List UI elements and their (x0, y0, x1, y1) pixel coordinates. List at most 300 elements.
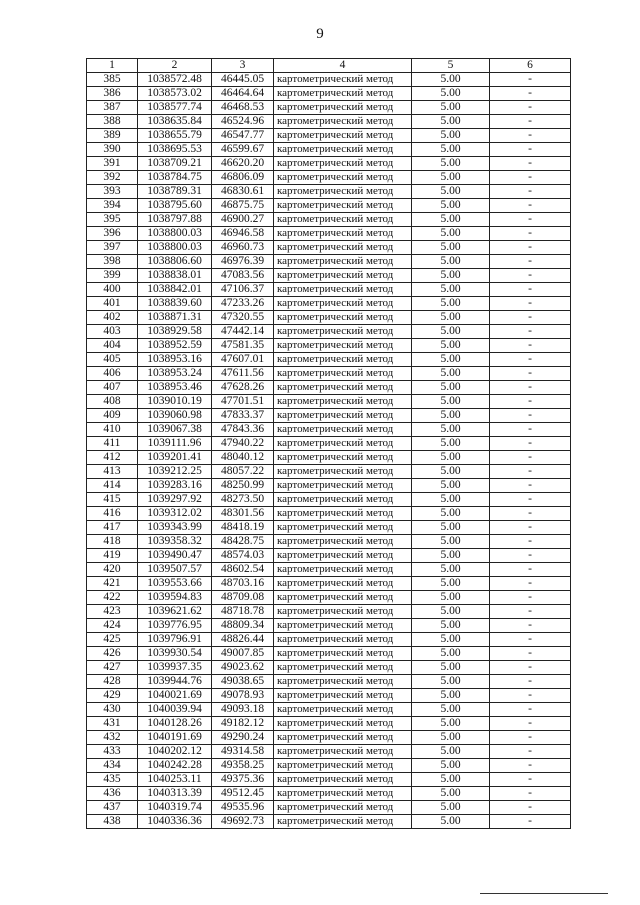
x-coordinate-cell: 1038789.31 (138, 185, 212, 199)
y-coordinate-cell: 46806.09 (212, 171, 274, 185)
note-cell: - (490, 157, 571, 171)
x-coordinate-cell: 1038929.58 (138, 325, 212, 339)
accuracy-cell: 5.00 (412, 535, 490, 549)
table-row (87, 423, 571, 437)
accuracy-cell: 5.00 (412, 101, 490, 115)
accuracy-cell: 5.00 (412, 325, 490, 339)
note-cell: - (490, 199, 571, 213)
y-coordinate-cell: 48602.54 (212, 563, 274, 577)
note-cell: - (490, 143, 571, 157)
y-coordinate-cell: 48703.16 (212, 577, 274, 591)
accuracy-cell: 5.00 (412, 619, 490, 633)
accuracy-cell: 5.00 (412, 213, 490, 227)
table-row (87, 381, 571, 395)
note-cell: - (490, 227, 571, 241)
y-coordinate-cell: 47442.14 (212, 325, 274, 339)
method-cell: картометрический метод (274, 87, 412, 101)
x-coordinate-cell: 1038784.75 (138, 171, 212, 185)
x-coordinate-cell: 1039111.96 (138, 437, 212, 451)
y-coordinate-cell: 48250.99 (212, 479, 274, 493)
accuracy-cell: 5.00 (412, 353, 490, 367)
table-row (87, 563, 571, 577)
x-coordinate-cell: 1038797.88 (138, 213, 212, 227)
point-number-cell: 436 (87, 787, 138, 801)
y-coordinate-cell: 49358.25 (212, 759, 274, 773)
note-cell: - (490, 787, 571, 801)
note-cell: - (490, 759, 571, 773)
table-row (87, 801, 571, 815)
table-header-row (87, 59, 571, 73)
accuracy-cell: 5.00 (412, 507, 490, 521)
y-coordinate-cell: 46464.64 (212, 87, 274, 101)
accuracy-cell: 5.00 (412, 731, 490, 745)
coordinates-table (86, 58, 571, 829)
point-number-cell: 404 (87, 339, 138, 353)
accuracy-cell: 5.00 (412, 479, 490, 493)
table-row (87, 787, 571, 801)
table-row (87, 367, 571, 381)
method-cell: картометрический метод (274, 591, 412, 605)
accuracy-cell: 5.00 (412, 283, 490, 297)
accuracy-cell: 5.00 (412, 745, 490, 759)
y-coordinate-cell: 49314.58 (212, 745, 274, 759)
accuracy-cell: 5.00 (412, 381, 490, 395)
accuracy-cell: 5.00 (412, 297, 490, 311)
x-coordinate-cell: 1038577.74 (138, 101, 212, 115)
table-row (87, 521, 571, 535)
method-cell: картометрический метод (274, 185, 412, 199)
note-cell: - (490, 479, 571, 493)
accuracy-cell: 5.00 (412, 395, 490, 409)
accuracy-cell: 5.00 (412, 465, 490, 479)
y-coordinate-cell: 48418.19 (212, 521, 274, 535)
method-cell: картометрический метод (274, 157, 412, 171)
y-coordinate-cell: 46830.61 (212, 185, 274, 199)
table-row (87, 283, 571, 297)
method-cell: картометрический метод (274, 129, 412, 143)
table-row (87, 605, 571, 619)
table-row (87, 171, 571, 185)
accuracy-cell: 5.00 (412, 311, 490, 325)
x-coordinate-cell: 1039060.98 (138, 409, 212, 423)
accuracy-cell: 5.00 (412, 549, 490, 563)
note-cell: - (490, 101, 571, 115)
table-row (87, 213, 571, 227)
method-cell: картометрический метод (274, 675, 412, 689)
method-cell: картометрический метод (274, 661, 412, 675)
method-cell: картометрический метод (274, 773, 412, 787)
table-row (87, 115, 571, 129)
table-row (87, 395, 571, 409)
x-coordinate-cell: 1039507.57 (138, 563, 212, 577)
y-coordinate-cell: 46445.05 (212, 73, 274, 87)
x-coordinate-cell: 1038953.46 (138, 381, 212, 395)
x-coordinate-cell: 1039297.92 (138, 493, 212, 507)
note-cell: - (490, 745, 571, 759)
y-coordinate-cell: 47843.36 (212, 423, 274, 437)
note-cell: - (490, 283, 571, 297)
footer-rule (480, 893, 608, 894)
method-cell: картометрический метод (274, 269, 412, 283)
table-row (87, 675, 571, 689)
x-coordinate-cell: 1039283.16 (138, 479, 212, 493)
method-cell: картометрический метод (274, 325, 412, 339)
point-number-cell: 417 (87, 521, 138, 535)
y-coordinate-cell: 47940.22 (212, 437, 274, 451)
point-number-cell: 426 (87, 647, 138, 661)
y-coordinate-cell: 49290.24 (212, 731, 274, 745)
table-row (87, 591, 571, 605)
method-cell: картометрический метод (274, 619, 412, 633)
method-cell: картометрический метод (274, 73, 412, 87)
method-cell: картометрический метод (274, 255, 412, 269)
method-cell: картометрический метод (274, 703, 412, 717)
x-coordinate-cell: 1040021.69 (138, 689, 212, 703)
point-number-cell: 407 (87, 381, 138, 395)
note-cell: - (490, 675, 571, 689)
method-cell: картометрический метод (274, 717, 412, 731)
method-cell: картометрический метод (274, 815, 412, 829)
y-coordinate-cell: 49375.36 (212, 773, 274, 787)
x-coordinate-cell: 1039010.19 (138, 395, 212, 409)
accuracy-cell: 5.00 (412, 185, 490, 199)
point-number-cell: 394 (87, 199, 138, 213)
accuracy-cell: 5.00 (412, 171, 490, 185)
point-number-cell: 403 (87, 325, 138, 339)
note-cell: - (490, 731, 571, 745)
table-row (87, 661, 571, 675)
table-row (87, 815, 571, 829)
method-cell: картометрический метод (274, 787, 412, 801)
accuracy-cell: 5.00 (412, 269, 490, 283)
method-cell: картометрический метод (274, 437, 412, 451)
point-number-cell: 421 (87, 577, 138, 591)
note-cell: - (490, 213, 571, 227)
column-header: 3 (212, 59, 274, 73)
method-cell: картометрический метод (274, 101, 412, 115)
point-number-cell: 406 (87, 367, 138, 381)
method-cell: картометрический метод (274, 465, 412, 479)
accuracy-cell: 5.00 (412, 423, 490, 437)
point-number-cell: 419 (87, 549, 138, 563)
note-cell: - (490, 339, 571, 353)
note-cell: - (490, 535, 571, 549)
note-cell: - (490, 353, 571, 367)
x-coordinate-cell: 1040336.36 (138, 815, 212, 829)
accuracy-cell: 5.00 (412, 815, 490, 829)
accuracy-cell: 5.00 (412, 73, 490, 87)
table-row (87, 353, 571, 367)
point-number-cell: 430 (87, 703, 138, 717)
point-number-cell: 399 (87, 269, 138, 283)
point-number-cell: 416 (87, 507, 138, 521)
method-cell: картометрический метод (274, 759, 412, 773)
table-row (87, 507, 571, 521)
accuracy-cell: 5.00 (412, 773, 490, 787)
table-row (87, 297, 571, 311)
y-coordinate-cell: 49512.45 (212, 787, 274, 801)
note-cell: - (490, 297, 571, 311)
note-cell: - (490, 129, 571, 143)
y-coordinate-cell: 47607.01 (212, 353, 274, 367)
note-cell: - (490, 633, 571, 647)
page-number: 9 (316, 26, 324, 42)
accuracy-cell: 5.00 (412, 605, 490, 619)
x-coordinate-cell: 1039796.91 (138, 633, 212, 647)
point-number-cell: 397 (87, 241, 138, 255)
accuracy-cell: 5.00 (412, 115, 490, 129)
table-row (87, 87, 571, 101)
accuracy-cell: 5.00 (412, 577, 490, 591)
accuracy-cell: 5.00 (412, 143, 490, 157)
y-coordinate-cell: 48057.22 (212, 465, 274, 479)
y-coordinate-cell: 48809.34 (212, 619, 274, 633)
accuracy-cell: 5.00 (412, 451, 490, 465)
method-cell: картометрический метод (274, 339, 412, 353)
y-coordinate-cell: 48273.50 (212, 493, 274, 507)
table-row (87, 633, 571, 647)
column-header: 2 (138, 59, 212, 73)
table-row (87, 773, 571, 787)
point-number-cell: 396 (87, 227, 138, 241)
note-cell: - (490, 269, 571, 283)
x-coordinate-cell: 1038871.31 (138, 311, 212, 325)
y-coordinate-cell: 48826.44 (212, 633, 274, 647)
point-number-cell: 435 (87, 773, 138, 787)
note-cell: - (490, 801, 571, 815)
y-coordinate-cell: 49007.85 (212, 647, 274, 661)
method-cell: картометрический метод (274, 801, 412, 815)
table-row (87, 549, 571, 563)
table-row (87, 437, 571, 451)
table-row (87, 731, 571, 745)
y-coordinate-cell: 46875.75 (212, 199, 274, 213)
accuracy-cell: 5.00 (412, 255, 490, 269)
point-number-cell: 393 (87, 185, 138, 199)
accuracy-cell: 5.00 (412, 661, 490, 675)
x-coordinate-cell: 1038795.60 (138, 199, 212, 213)
y-coordinate-cell: 46976.39 (212, 255, 274, 269)
accuracy-cell: 5.00 (412, 647, 490, 661)
accuracy-cell: 5.00 (412, 87, 490, 101)
note-cell: - (490, 255, 571, 269)
note-cell: - (490, 73, 571, 87)
method-cell: картометрический метод (274, 507, 412, 521)
table-row (87, 647, 571, 661)
point-number-cell: 431 (87, 717, 138, 731)
method-cell: картометрический метод (274, 479, 412, 493)
table-row (87, 157, 571, 171)
method-cell: картометрический метод (274, 563, 412, 577)
note-cell: - (490, 171, 571, 185)
y-coordinate-cell: 47581.35 (212, 339, 274, 353)
point-number-cell: 387 (87, 101, 138, 115)
x-coordinate-cell: 1039553.66 (138, 577, 212, 591)
accuracy-cell: 5.00 (412, 493, 490, 507)
x-coordinate-cell: 1039343.99 (138, 521, 212, 535)
y-coordinate-cell: 46524.96 (212, 115, 274, 129)
accuracy-cell: 5.00 (412, 801, 490, 815)
accuracy-cell: 5.00 (412, 367, 490, 381)
point-number-cell: 400 (87, 283, 138, 297)
x-coordinate-cell: 1038572.48 (138, 73, 212, 87)
accuracy-cell: 5.00 (412, 717, 490, 731)
column-header: 5 (412, 59, 490, 73)
accuracy-cell: 5.00 (412, 591, 490, 605)
note-cell: - (490, 437, 571, 451)
note-cell: - (490, 591, 571, 605)
table-row (87, 199, 571, 213)
note-cell: - (490, 689, 571, 703)
method-cell: картометрический метод (274, 731, 412, 745)
x-coordinate-cell: 1038800.03 (138, 241, 212, 255)
accuracy-cell: 5.00 (412, 437, 490, 451)
x-coordinate-cell: 1038655.79 (138, 129, 212, 143)
table-row (87, 759, 571, 773)
y-coordinate-cell: 46468.53 (212, 101, 274, 115)
y-coordinate-cell: 49078.93 (212, 689, 274, 703)
x-coordinate-cell: 1038806.60 (138, 255, 212, 269)
y-coordinate-cell: 46620.20 (212, 157, 274, 171)
method-cell: картометрический метод (274, 577, 412, 591)
table-row (87, 577, 571, 591)
point-number-cell: 410 (87, 423, 138, 437)
note-cell: - (490, 619, 571, 633)
x-coordinate-cell: 1040128.26 (138, 717, 212, 731)
note-cell: - (490, 381, 571, 395)
x-coordinate-cell: 1038709.21 (138, 157, 212, 171)
y-coordinate-cell: 46900.27 (212, 213, 274, 227)
note-cell: - (490, 423, 571, 437)
y-coordinate-cell: 49692.73 (212, 815, 274, 829)
y-coordinate-cell: 48709.08 (212, 591, 274, 605)
note-cell: - (490, 115, 571, 129)
table-row (87, 185, 571, 199)
y-coordinate-cell: 47611.56 (212, 367, 274, 381)
y-coordinate-cell: 47628.26 (212, 381, 274, 395)
note-cell: - (490, 549, 571, 563)
table-row (87, 493, 571, 507)
table-row (87, 73, 571, 87)
y-coordinate-cell: 46547.77 (212, 129, 274, 143)
point-number-cell: 411 (87, 437, 138, 451)
x-coordinate-cell: 1038635.84 (138, 115, 212, 129)
accuracy-cell: 5.00 (412, 241, 490, 255)
table-row (87, 241, 571, 255)
point-number-cell: 423 (87, 605, 138, 619)
table-row (87, 129, 571, 143)
point-number-cell: 388 (87, 115, 138, 129)
note-cell: - (490, 605, 571, 619)
note-cell: - (490, 87, 571, 101)
point-number-cell: 395 (87, 213, 138, 227)
point-number-cell: 390 (87, 143, 138, 157)
method-cell: картометрический метод (274, 521, 412, 535)
note-cell: - (490, 717, 571, 731)
x-coordinate-cell: 1039776.95 (138, 619, 212, 633)
note-cell: - (490, 325, 571, 339)
note-cell: - (490, 493, 571, 507)
point-number-cell: 425 (87, 633, 138, 647)
note-cell: - (490, 311, 571, 325)
y-coordinate-cell: 49038.65 (212, 675, 274, 689)
y-coordinate-cell: 46946.58 (212, 227, 274, 241)
accuracy-cell: 5.00 (412, 129, 490, 143)
point-number-cell: 409 (87, 409, 138, 423)
method-cell: картометрический метод (274, 395, 412, 409)
method-cell: картометрический метод (274, 451, 412, 465)
x-coordinate-cell: 1039594.83 (138, 591, 212, 605)
accuracy-cell: 5.00 (412, 675, 490, 689)
y-coordinate-cell: 48040.12 (212, 451, 274, 465)
table-body (87, 73, 571, 829)
point-number-cell: 413 (87, 465, 138, 479)
table-row (87, 703, 571, 717)
method-cell: картометрический метод (274, 409, 412, 423)
point-number-cell: 414 (87, 479, 138, 493)
note-cell: - (490, 185, 571, 199)
y-coordinate-cell: 49023.62 (212, 661, 274, 675)
accuracy-cell: 5.00 (412, 563, 490, 577)
note-cell: - (490, 773, 571, 787)
table-row (87, 255, 571, 269)
table-row (87, 535, 571, 549)
point-number-cell: 386 (87, 87, 138, 101)
point-number-cell: 401 (87, 297, 138, 311)
accuracy-cell: 5.00 (412, 409, 490, 423)
method-cell: картометрический метод (274, 633, 412, 647)
method-cell: картометрический метод (274, 423, 412, 437)
accuracy-cell: 5.00 (412, 689, 490, 703)
x-coordinate-cell: 1040313.39 (138, 787, 212, 801)
point-number-cell: 391 (87, 157, 138, 171)
x-coordinate-cell: 1038953.24 (138, 367, 212, 381)
note-cell: - (490, 507, 571, 521)
accuracy-cell: 5.00 (412, 339, 490, 353)
x-coordinate-cell: 1040202.12 (138, 745, 212, 759)
method-cell: картометрический метод (274, 381, 412, 395)
x-coordinate-cell: 1039944.76 (138, 675, 212, 689)
table-row (87, 339, 571, 353)
x-coordinate-cell: 1039937.35 (138, 661, 212, 675)
point-number-cell: 424 (87, 619, 138, 633)
y-coordinate-cell: 49182.12 (212, 717, 274, 731)
x-coordinate-cell: 1039621.62 (138, 605, 212, 619)
method-cell: картометрический метод (274, 605, 412, 619)
x-coordinate-cell: 1039201.41 (138, 451, 212, 465)
point-number-cell: 422 (87, 591, 138, 605)
table-row (87, 325, 571, 339)
y-coordinate-cell: 46960.73 (212, 241, 274, 255)
point-number-cell: 402 (87, 311, 138, 325)
x-coordinate-cell: 1038842.01 (138, 283, 212, 297)
method-cell: картометрический метод (274, 745, 412, 759)
y-coordinate-cell: 46599.67 (212, 143, 274, 157)
y-coordinate-cell: 47233.26 (212, 297, 274, 311)
y-coordinate-cell: 47106.37 (212, 283, 274, 297)
point-number-cell: 412 (87, 451, 138, 465)
accuracy-cell: 5.00 (412, 703, 490, 717)
y-coordinate-cell: 48574.03 (212, 549, 274, 563)
method-cell: картометрический метод (274, 367, 412, 381)
table-row (87, 465, 571, 479)
method-cell: картометрический метод (274, 297, 412, 311)
x-coordinate-cell: 1040242.28 (138, 759, 212, 773)
point-number-cell: 432 (87, 731, 138, 745)
x-coordinate-cell: 1039490.47 (138, 549, 212, 563)
method-cell: картометрический метод (274, 227, 412, 241)
point-number-cell: 405 (87, 353, 138, 367)
